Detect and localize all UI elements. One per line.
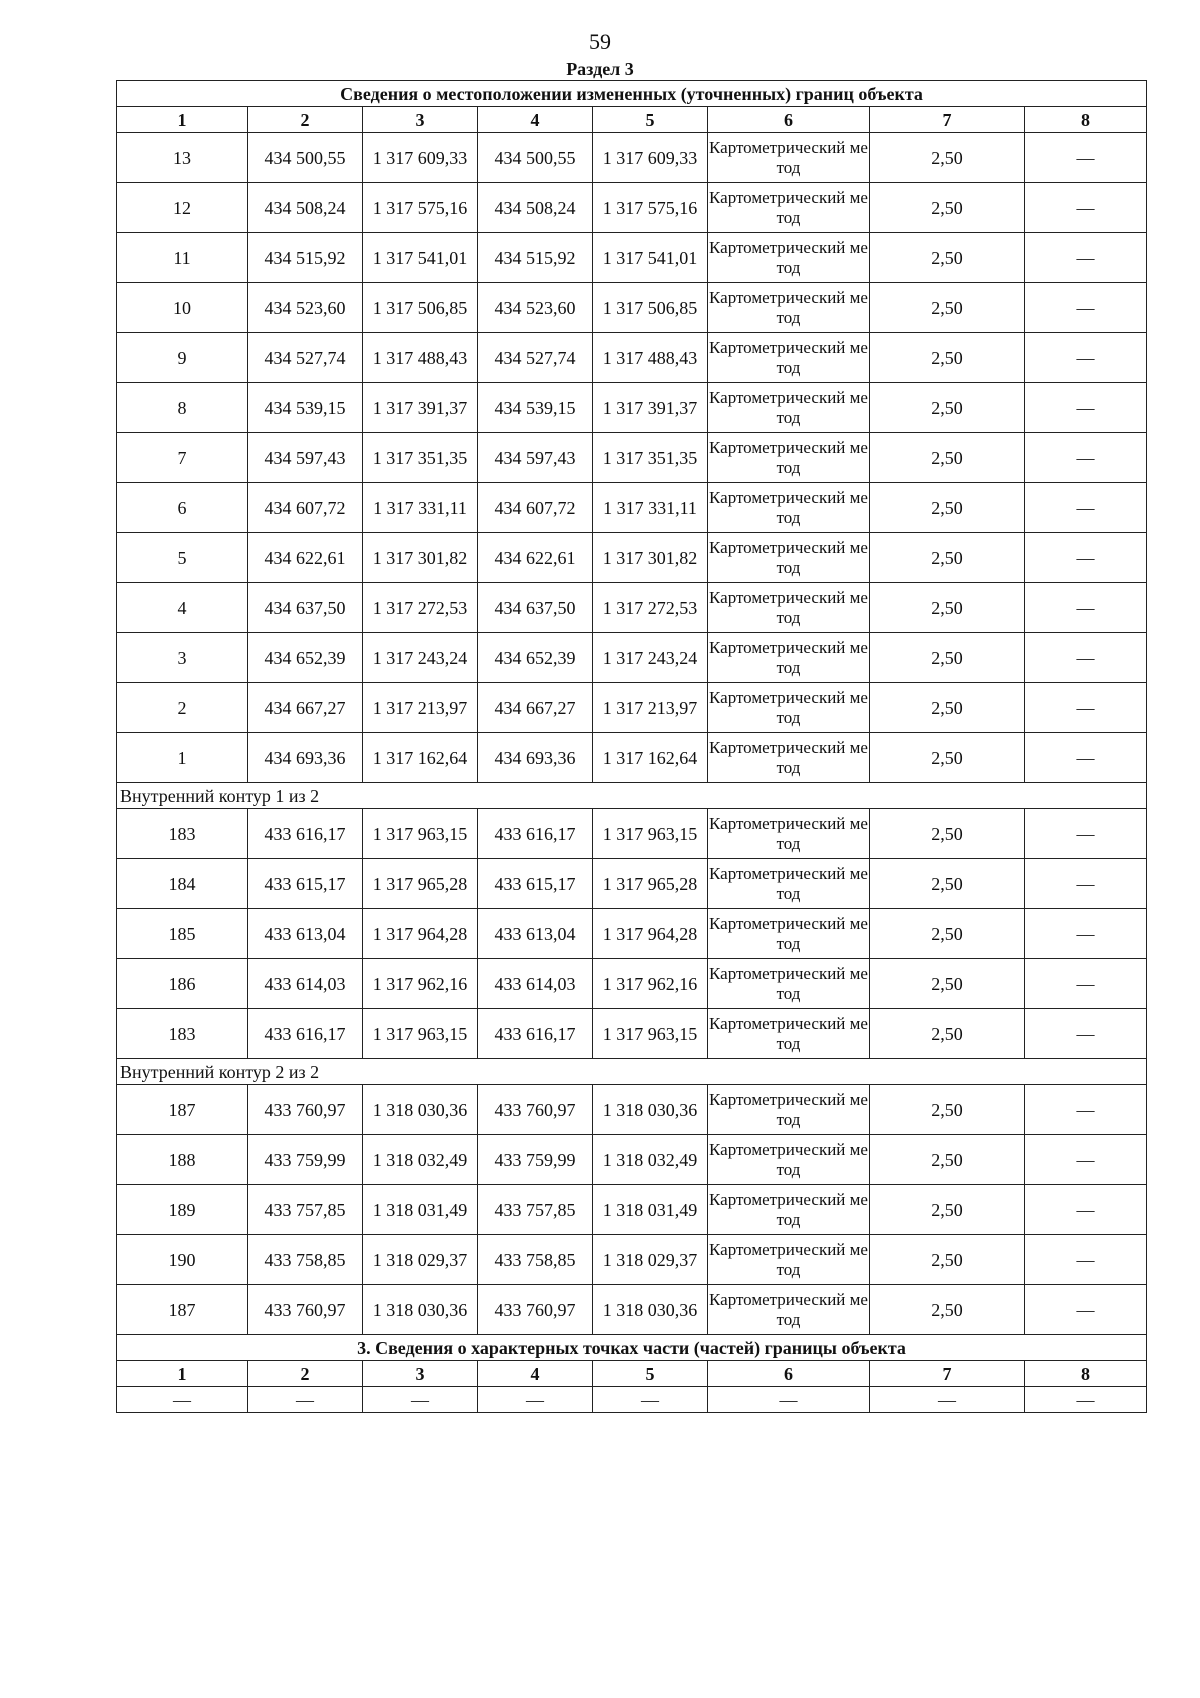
accuracy-cell: 2,50 bbox=[870, 959, 1025, 1009]
x-new-cell: 434 523,60 bbox=[478, 283, 593, 333]
accuracy-cell: 2,50 bbox=[870, 1135, 1025, 1185]
contour-label: Внутренний контур 2 из 2 bbox=[117, 1059, 1147, 1085]
table-row bbox=[117, 809, 1147, 859]
method-cell: Картометрический метод bbox=[708, 1135, 870, 1185]
y-old-cell: 1 317 609,33 bbox=[363, 133, 478, 183]
accuracy-cell: 2,50 bbox=[870, 633, 1025, 683]
table-row bbox=[117, 1009, 1147, 1059]
y-new-cell: 1 317 213,97 bbox=[593, 683, 708, 733]
x-new-cell: 434 622,61 bbox=[478, 533, 593, 583]
y-new-cell: 1 318 030,36 bbox=[593, 1085, 708, 1135]
table-body bbox=[117, 81, 1147, 1413]
table-row bbox=[117, 183, 1147, 233]
y-old-cell: 1 318 030,36 bbox=[363, 1285, 478, 1335]
column-number: 8 bbox=[1025, 107, 1147, 133]
x-new-cell: 433 757,85 bbox=[478, 1185, 593, 1235]
y-old-cell: 1 317 331,11 bbox=[363, 483, 478, 533]
note-cell: — bbox=[1025, 733, 1147, 783]
method-cell: Картометрический метод bbox=[708, 1185, 870, 1235]
note-cell: — bbox=[1025, 1285, 1147, 1335]
column-number: 4 bbox=[478, 107, 593, 133]
accuracy-cell: 2,50 bbox=[870, 583, 1025, 633]
note-cell: — bbox=[1025, 483, 1147, 533]
method-cell: Картометрический метод bbox=[708, 1009, 870, 1059]
y-old-cell: 1 317 963,15 bbox=[363, 1009, 478, 1059]
x-old-cell: 434 527,74 bbox=[248, 333, 363, 383]
parts-section-title: 3. Сведения о характерных точках части (частей) границы объекта bbox=[117, 1335, 1147, 1361]
table-title-row bbox=[117, 81, 1147, 107]
empty-cell: — bbox=[1025, 1387, 1147, 1413]
method-cell: Картометрический метод bbox=[708, 809, 870, 859]
note-cell: — bbox=[1025, 1185, 1147, 1235]
y-new-cell: 1 318 029,37 bbox=[593, 1235, 708, 1285]
point-number-cell: 9 bbox=[117, 333, 248, 383]
x-old-cell: 434 597,43 bbox=[248, 433, 363, 483]
column-number: 5 bbox=[593, 1361, 708, 1387]
method-cell: Картометрический метод bbox=[708, 1085, 870, 1135]
x-new-cell: 433 760,97 bbox=[478, 1085, 593, 1135]
table-row bbox=[117, 333, 1147, 383]
accuracy-cell: 2,50 bbox=[870, 1235, 1025, 1285]
note-cell: — bbox=[1025, 433, 1147, 483]
y-old-cell: 1 317 964,28 bbox=[363, 909, 478, 959]
page-number: 59 bbox=[589, 29, 611, 54]
x-old-cell: 434 693,36 bbox=[248, 733, 363, 783]
y-new-cell: 1 317 331,11 bbox=[593, 483, 708, 533]
y-new-cell: 1 317 162,64 bbox=[593, 733, 708, 783]
accuracy-cell: 2,50 bbox=[870, 433, 1025, 483]
x-old-cell: 434 515,92 bbox=[248, 233, 363, 283]
y-old-cell: 1 317 272,53 bbox=[363, 583, 478, 633]
section-label: Раздел 3 bbox=[566, 59, 634, 79]
method-cell: Картометрический метод bbox=[708, 1285, 870, 1335]
point-number-cell: 12 bbox=[117, 183, 248, 233]
x-new-cell: 433 616,17 bbox=[478, 1009, 593, 1059]
y-new-cell: 1 318 032,49 bbox=[593, 1135, 708, 1185]
contour-label: Внутренний контур 1 из 2 bbox=[117, 783, 1147, 809]
point-number-cell: 190 bbox=[117, 1235, 248, 1285]
point-number-cell: 187 bbox=[117, 1285, 248, 1335]
x-old-cell: 434 652,39 bbox=[248, 633, 363, 683]
note-cell: — bbox=[1025, 233, 1147, 283]
x-old-cell: 433 615,17 bbox=[248, 859, 363, 909]
x-old-cell: 434 607,72 bbox=[248, 483, 363, 533]
column-number: 5 bbox=[593, 107, 708, 133]
method-cell: Картометрический метод bbox=[708, 1235, 870, 1285]
accuracy-cell: 2,50 bbox=[870, 909, 1025, 959]
table-row bbox=[117, 433, 1147, 483]
accuracy-cell: 2,50 bbox=[870, 809, 1025, 859]
y-new-cell: 1 317 962,16 bbox=[593, 959, 708, 1009]
table-row bbox=[117, 533, 1147, 583]
accuracy-cell: 2,50 bbox=[870, 1285, 1025, 1335]
x-new-cell: 434 652,39 bbox=[478, 633, 593, 683]
accuracy-cell: 2,50 bbox=[870, 1009, 1025, 1059]
column-number: 7 bbox=[870, 1361, 1025, 1387]
x-old-cell: 433 614,03 bbox=[248, 959, 363, 1009]
accuracy-cell: 2,50 bbox=[870, 233, 1025, 283]
x-old-cell: 434 667,27 bbox=[248, 683, 363, 733]
method-cell: Картометрический метод bbox=[708, 633, 870, 683]
note-cell: — bbox=[1025, 809, 1147, 859]
x-old-cell: 434 500,55 bbox=[248, 133, 363, 183]
column-number: 3 bbox=[363, 107, 478, 133]
column-number: 3 bbox=[363, 1361, 478, 1387]
y-old-cell: 1 317 301,82 bbox=[363, 533, 478, 583]
x-new-cell: 433 615,17 bbox=[478, 859, 593, 909]
y-new-cell: 1 317 575,16 bbox=[593, 183, 708, 233]
x-old-cell: 433 616,17 bbox=[248, 1009, 363, 1059]
note-cell: — bbox=[1025, 859, 1147, 909]
x-new-cell: 434 597,43 bbox=[478, 433, 593, 483]
x-old-cell: 433 760,97 bbox=[248, 1285, 363, 1335]
accuracy-cell: 2,50 bbox=[870, 383, 1025, 433]
accuracy-cell: 2,50 bbox=[870, 733, 1025, 783]
column-number: 1 bbox=[117, 1361, 248, 1387]
x-old-cell: 433 758,85 bbox=[248, 1235, 363, 1285]
table-row bbox=[117, 909, 1147, 959]
x-new-cell: 433 760,97 bbox=[478, 1285, 593, 1335]
column-number: 6 bbox=[708, 1361, 870, 1387]
y-old-cell: 1 318 031,49 bbox=[363, 1185, 478, 1235]
method-cell: Картометрический метод bbox=[708, 283, 870, 333]
note-cell: — bbox=[1025, 583, 1147, 633]
accuracy-cell: 2,50 bbox=[870, 859, 1025, 909]
y-new-cell: 1 317 609,33 bbox=[593, 133, 708, 183]
point-number-cell: 10 bbox=[117, 283, 248, 333]
x-old-cell: 434 523,60 bbox=[248, 283, 363, 333]
contour-label-row bbox=[117, 783, 1147, 809]
note-cell: — bbox=[1025, 1235, 1147, 1285]
x-new-cell: 434 539,15 bbox=[478, 383, 593, 433]
y-old-cell: 1 317 506,85 bbox=[363, 283, 478, 333]
column-number: 1 bbox=[117, 107, 248, 133]
accuracy-cell: 2,50 bbox=[870, 1185, 1025, 1235]
table-row bbox=[117, 133, 1147, 183]
x-old-cell: 433 757,85 bbox=[248, 1185, 363, 1235]
parts-section-title-row bbox=[117, 1335, 1147, 1361]
method-cell: Картометрический метод bbox=[708, 483, 870, 533]
note-cell: — bbox=[1025, 133, 1147, 183]
method-cell: Картометрический метод bbox=[708, 683, 870, 733]
table-title: Сведения о местоположении измененных (уточненных) границ объекта bbox=[117, 81, 1147, 107]
table-row bbox=[117, 383, 1147, 433]
note-cell: — bbox=[1025, 1135, 1147, 1185]
accuracy-cell: 2,50 bbox=[870, 683, 1025, 733]
method-cell: Картометрический метод bbox=[708, 583, 870, 633]
table-row bbox=[117, 1085, 1147, 1135]
x-new-cell: 434 515,92 bbox=[478, 233, 593, 283]
accuracy-cell: 2,50 bbox=[870, 533, 1025, 583]
y-old-cell: 1 318 030,36 bbox=[363, 1085, 478, 1135]
point-number-cell: 3 bbox=[117, 633, 248, 683]
table-row bbox=[117, 1285, 1147, 1335]
note-cell: — bbox=[1025, 1009, 1147, 1059]
boundary-coordinates-table bbox=[116, 80, 1147, 1413]
x-old-cell: 434 622,61 bbox=[248, 533, 363, 583]
note-cell: — bbox=[1025, 683, 1147, 733]
y-new-cell: 1 317 541,01 bbox=[593, 233, 708, 283]
point-number-cell: 186 bbox=[117, 959, 248, 1009]
table-row bbox=[117, 959, 1147, 1009]
y-old-cell: 1 317 162,64 bbox=[363, 733, 478, 783]
column-number: 4 bbox=[478, 1361, 593, 1387]
empty-cell: — bbox=[363, 1387, 478, 1413]
note-cell: — bbox=[1025, 283, 1147, 333]
point-number-cell: 2 bbox=[117, 683, 248, 733]
table-row bbox=[117, 233, 1147, 283]
method-cell: Картометрический метод bbox=[708, 383, 870, 433]
table-row bbox=[117, 583, 1147, 633]
y-new-cell: 1 318 030,36 bbox=[593, 1285, 708, 1335]
y-old-cell: 1 318 032,49 bbox=[363, 1135, 478, 1185]
note-cell: — bbox=[1025, 1085, 1147, 1135]
y-old-cell: 1 317 213,97 bbox=[363, 683, 478, 733]
empty-cell: — bbox=[870, 1387, 1025, 1413]
x-old-cell: 433 760,97 bbox=[248, 1085, 363, 1135]
method-cell: Картометрический метод bbox=[708, 859, 870, 909]
x-old-cell: 433 613,04 bbox=[248, 909, 363, 959]
y-new-cell: 1 317 243,24 bbox=[593, 633, 708, 683]
x-new-cell: 433 759,99 bbox=[478, 1135, 593, 1185]
note-cell: — bbox=[1025, 909, 1147, 959]
y-old-cell: 1 317 963,15 bbox=[363, 809, 478, 859]
x-new-cell: 434 527,74 bbox=[478, 333, 593, 383]
note-cell: — bbox=[1025, 633, 1147, 683]
point-number-cell: 183 bbox=[117, 809, 248, 859]
table-row bbox=[117, 683, 1147, 733]
method-cell: Картометрический метод bbox=[708, 733, 870, 783]
y-old-cell: 1 317 965,28 bbox=[363, 859, 478, 909]
method-cell: Картометрический метод bbox=[708, 333, 870, 383]
contour-label-row bbox=[117, 1059, 1147, 1085]
accuracy-cell: 2,50 bbox=[870, 1085, 1025, 1135]
y-new-cell: 1 317 963,15 bbox=[593, 1009, 708, 1059]
empty-cell: — bbox=[708, 1387, 870, 1413]
point-number-cell: 188 bbox=[117, 1135, 248, 1185]
column-number: 2 bbox=[248, 1361, 363, 1387]
x-old-cell: 434 637,50 bbox=[248, 583, 363, 633]
table-row bbox=[117, 1235, 1147, 1285]
y-old-cell: 1 317 391,37 bbox=[363, 383, 478, 433]
table-row bbox=[117, 483, 1147, 533]
point-number-cell: 6 bbox=[117, 483, 248, 533]
x-new-cell: 434 607,72 bbox=[478, 483, 593, 533]
table-row bbox=[117, 859, 1147, 909]
y-new-cell: 1 317 301,82 bbox=[593, 533, 708, 583]
x-new-cell: 434 667,27 bbox=[478, 683, 593, 733]
point-number-cell: 7 bbox=[117, 433, 248, 483]
x-old-cell: 433 759,99 bbox=[248, 1135, 363, 1185]
y-old-cell: 1 317 962,16 bbox=[363, 959, 478, 1009]
y-old-cell: 1 317 541,01 bbox=[363, 233, 478, 283]
x-old-cell: 434 508,24 bbox=[248, 183, 363, 233]
table-row bbox=[117, 283, 1147, 333]
method-cell: Картометрический метод bbox=[708, 133, 870, 183]
method-cell: Картометрический метод bbox=[708, 183, 870, 233]
parts-column-number-row bbox=[117, 1361, 1147, 1387]
x-new-cell: 433 758,85 bbox=[478, 1235, 593, 1285]
method-cell: Картометрический метод bbox=[708, 533, 870, 583]
parts-empty-row bbox=[117, 1387, 1147, 1413]
empty-cell: — bbox=[248, 1387, 363, 1413]
y-new-cell: 1 317 351,35 bbox=[593, 433, 708, 483]
column-number: 6 bbox=[708, 107, 870, 133]
y-old-cell: 1 317 575,16 bbox=[363, 183, 478, 233]
x-new-cell: 434 508,24 bbox=[478, 183, 593, 233]
note-cell: — bbox=[1025, 533, 1147, 583]
x-old-cell: 434 539,15 bbox=[248, 383, 363, 433]
accuracy-cell: 2,50 bbox=[870, 333, 1025, 383]
table-row bbox=[117, 1135, 1147, 1185]
point-number-cell: 184 bbox=[117, 859, 248, 909]
y-new-cell: 1 317 963,15 bbox=[593, 809, 708, 859]
x-old-cell: 433 616,17 bbox=[248, 809, 363, 859]
point-number-cell: 5 bbox=[117, 533, 248, 583]
column-number: 8 bbox=[1025, 1361, 1147, 1387]
note-cell: — bbox=[1025, 333, 1147, 383]
y-new-cell: 1 317 488,43 bbox=[593, 333, 708, 383]
y-new-cell: 1 317 506,85 bbox=[593, 283, 708, 333]
column-number: 2 bbox=[248, 107, 363, 133]
accuracy-cell: 2,50 bbox=[870, 483, 1025, 533]
point-number-cell: 1 bbox=[117, 733, 248, 783]
accuracy-cell: 2,50 bbox=[870, 183, 1025, 233]
accuracy-cell: 2,50 bbox=[870, 283, 1025, 333]
y-old-cell: 1 318 029,37 bbox=[363, 1235, 478, 1285]
empty-cell: — bbox=[478, 1387, 593, 1413]
y-new-cell: 1 317 965,28 bbox=[593, 859, 708, 909]
column-number: 7 bbox=[870, 107, 1025, 133]
empty-cell: — bbox=[593, 1387, 708, 1413]
method-cell: Картометрический метод bbox=[708, 909, 870, 959]
table-row bbox=[117, 733, 1147, 783]
y-old-cell: 1 317 243,24 bbox=[363, 633, 478, 683]
note-cell: — bbox=[1025, 183, 1147, 233]
table-row bbox=[117, 633, 1147, 683]
y-new-cell: 1 317 391,37 bbox=[593, 383, 708, 433]
point-number-cell: 11 bbox=[117, 233, 248, 283]
x-new-cell: 434 693,36 bbox=[478, 733, 593, 783]
point-number-cell: 183 bbox=[117, 1009, 248, 1059]
point-number-cell: 4 bbox=[117, 583, 248, 633]
y-old-cell: 1 317 488,43 bbox=[363, 333, 478, 383]
y-new-cell: 1 317 272,53 bbox=[593, 583, 708, 633]
note-cell: — bbox=[1025, 959, 1147, 1009]
y-old-cell: 1 317 351,35 bbox=[363, 433, 478, 483]
note-cell: — bbox=[1025, 383, 1147, 433]
point-number-cell: 8 bbox=[117, 383, 248, 433]
method-cell: Картометрический метод bbox=[708, 233, 870, 283]
point-number-cell: 189 bbox=[117, 1185, 248, 1235]
method-cell: Картометрический метод bbox=[708, 433, 870, 483]
method-cell: Картометрический метод bbox=[708, 959, 870, 1009]
y-new-cell: 1 317 964,28 bbox=[593, 909, 708, 959]
point-number-cell: 185 bbox=[117, 909, 248, 959]
y-new-cell: 1 318 031,49 bbox=[593, 1185, 708, 1235]
x-new-cell: 434 637,50 bbox=[478, 583, 593, 633]
x-new-cell: 433 613,04 bbox=[478, 909, 593, 959]
table-row bbox=[117, 1185, 1147, 1235]
accuracy-cell: 2,50 bbox=[870, 133, 1025, 183]
column-number-row bbox=[117, 107, 1147, 133]
point-number-cell: 13 bbox=[117, 133, 248, 183]
x-new-cell: 433 616,17 bbox=[478, 809, 593, 859]
empty-cell: — bbox=[117, 1387, 248, 1413]
x-new-cell: 433 614,03 bbox=[478, 959, 593, 1009]
x-new-cell: 434 500,55 bbox=[478, 133, 593, 183]
point-number-cell: 187 bbox=[117, 1085, 248, 1135]
